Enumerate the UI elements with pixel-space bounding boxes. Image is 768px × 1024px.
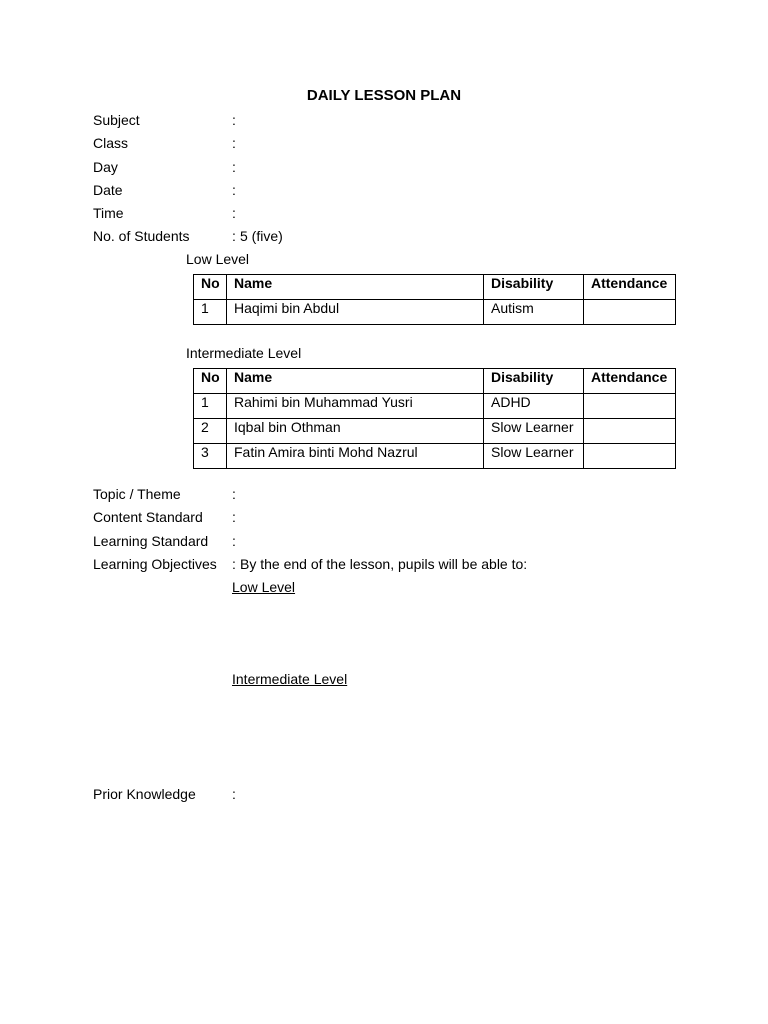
field-colon: : xyxy=(232,509,236,525)
attendance-cell[interactable] xyxy=(584,300,676,325)
column-header: No xyxy=(194,275,227,300)
attendance-cell[interactable] xyxy=(584,394,676,419)
table-cell: Fatin Amira binti Mohd Nazrul xyxy=(227,444,484,469)
table-cell: ADHD xyxy=(484,394,584,419)
field-label: Learning Objectives xyxy=(93,556,217,572)
field-colon: : xyxy=(232,135,236,151)
low-level-table xyxy=(193,274,676,325)
field-colon: : xyxy=(232,112,236,128)
field-label: No. of Students xyxy=(93,228,190,244)
field-colon: : xyxy=(232,786,236,802)
field-label: Topic / Theme xyxy=(93,486,181,502)
table-cell: 1 xyxy=(194,300,227,325)
field-label: Content Standard xyxy=(93,509,203,525)
table-cell: Slow Learner xyxy=(484,419,584,444)
table-header-row xyxy=(194,275,676,300)
field-colon: : xyxy=(232,228,236,244)
low-level-label: Low Level xyxy=(186,251,250,267)
attendance-cell[interactable] xyxy=(584,419,676,444)
field-label: Subject xyxy=(93,112,140,128)
attendance-cell[interactable] xyxy=(584,444,676,469)
field-label: Date xyxy=(93,182,123,198)
table-cell: Rahimi bin Muhammad Yusri xyxy=(227,394,484,419)
intermediate-level-table xyxy=(193,368,676,469)
table-header-row xyxy=(194,369,676,394)
table-cell: Autism xyxy=(484,300,584,325)
column-header: Disability xyxy=(484,275,584,300)
field-colon: : xyxy=(232,533,236,549)
document-title: DAILY LESSON PLAN xyxy=(306,87,462,104)
field-colon: : xyxy=(232,556,236,572)
table-row xyxy=(194,444,676,469)
field-colon: : xyxy=(232,486,236,502)
column-header: Attendance xyxy=(584,369,676,394)
table-row xyxy=(194,419,676,444)
table-cell: Iqbal bin Othman xyxy=(227,419,484,444)
table-cell: Haqimi bin Abdul xyxy=(227,300,484,325)
field-colon: : xyxy=(232,159,236,175)
field-label: Prior Knowledge xyxy=(93,786,196,802)
table-cell: Slow Learner xyxy=(484,444,584,469)
column-header: Attendance xyxy=(584,275,676,300)
column-header: Name xyxy=(227,369,484,394)
field-value: By the end of the lesson, pupils will be able to: xyxy=(240,556,528,572)
column-header: No xyxy=(194,369,227,394)
intermediate-level-label: Intermediate Level xyxy=(186,345,302,361)
field-colon: : xyxy=(232,182,236,198)
field-label: Day xyxy=(93,159,118,175)
column-header: Name xyxy=(227,275,484,300)
table-cell: 2 xyxy=(194,419,227,444)
field-label: Time xyxy=(93,205,124,221)
table-cell: 1 xyxy=(194,394,227,419)
field-label: Class xyxy=(93,135,129,151)
field-colon: : xyxy=(232,205,236,221)
table-row xyxy=(194,394,676,419)
field-label: Learning Standard xyxy=(93,533,209,549)
table-cell: 3 xyxy=(194,444,227,469)
field-value: 5 (five) xyxy=(240,228,283,244)
objectives-low-level-heading: Low Level xyxy=(232,579,296,595)
table-row xyxy=(194,300,676,325)
column-header: Disability xyxy=(484,369,584,394)
objectives-intermediate-level-heading: Intermediate Level xyxy=(232,671,348,687)
